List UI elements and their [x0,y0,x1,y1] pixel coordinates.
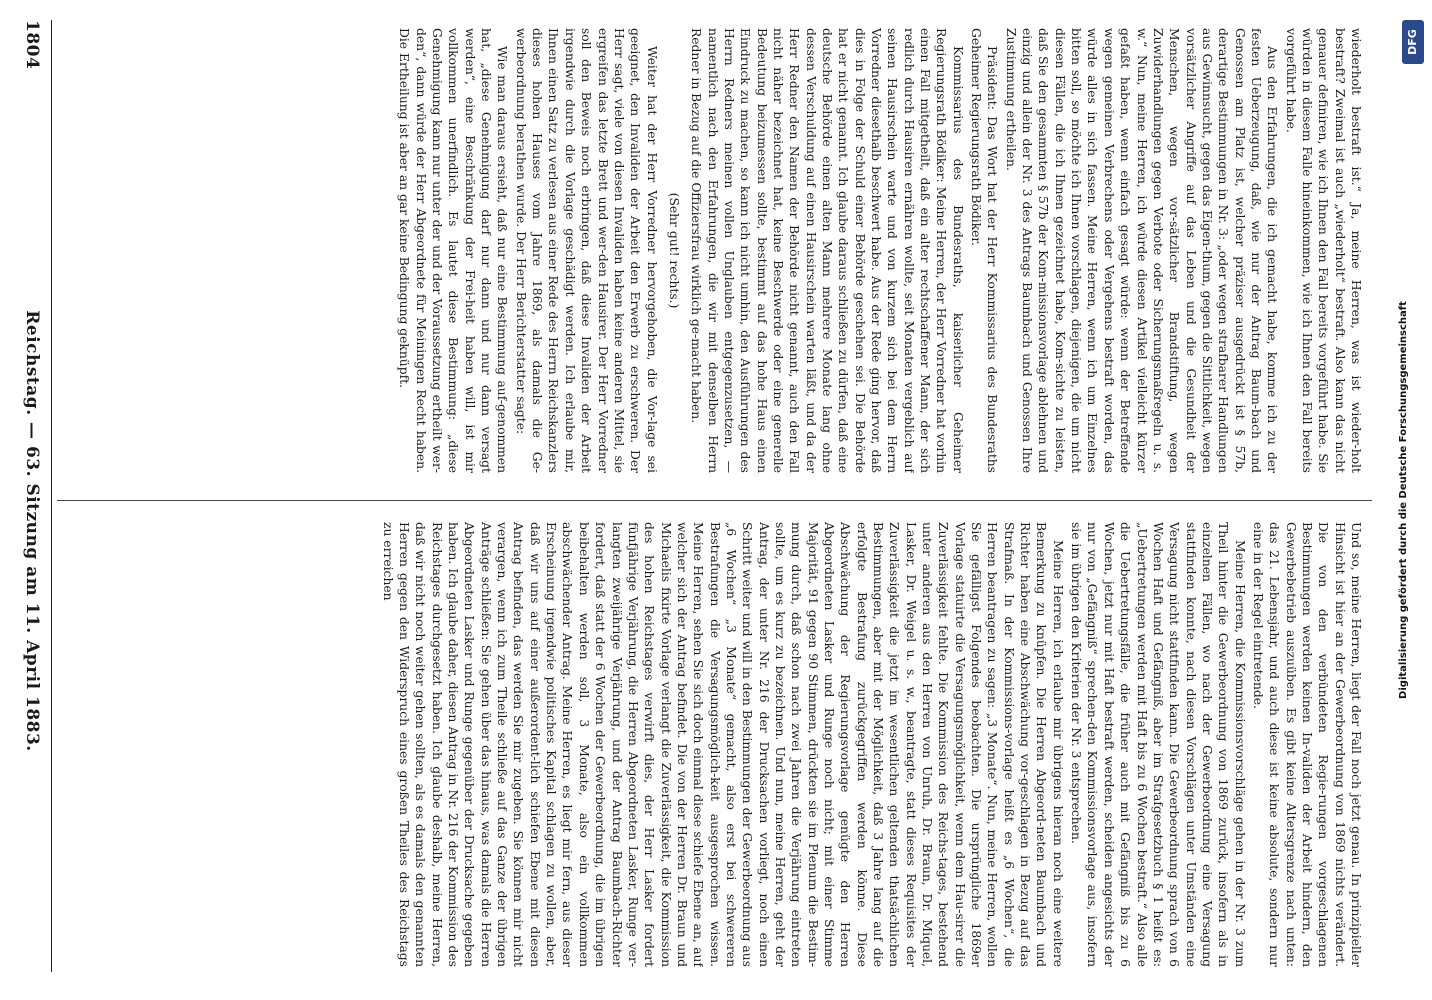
digitization-attribution [1394,70,1430,930]
paragraph: Aus den Erfahrungen, die ich gemacht habe, komme ich zu der festen Ueberzeugung, daß, wie nur der Antrag Baum-bach und Genossen am Platz ist, welcher präziser ausgedrückt ist § 57b, derartige Bestimmungen in Nr. 3: „oder wegen strafbarer Handlungen aus Gewinnsucht, gegen das Eigen-thum, gegen die Sittlichkeit, wegen vorsätzlicher Angriffe auf das Leben und die Gesundheit der Menschen, wegen vor-sätzlicher Brandstiftung, wegen Zuwiderhandlungen gegen Verbote oder Sicherungsmaßregeln u. s. w.“ Nun, meine Herren, ich würde diesen Artikel vielleicht kürzer gefaßt haben, wenn einfach gesagt würde: wenn der Betreffende wegen gemeinen Verbrechens oder Vergehens bestraft worden, das würde alles in sich fassen. Meine Herren, wenn ich um Einzelnes bitten soll, so möchte ich Ihnen vorschlagen, diejenigen, die um nicht diesen Fällen, die ich Ihnen gezeichnet habe, Kom-sichte zu leisten, daß Sie den gesammten § 57b der Kom-missionsvorlage ablehnen und einzig und allein der Nr. 3 des Antrags Baumbach und Genossen Ihre Zustimmung ertheilen. [1003,28,1280,473]
paragraph: Und so, meine Herren, liegt der Fall noch jetzt genau. In prinzipieller Hinsicht ist hier an der Gewerbeordnung von 1869 nichts verändert. Die von den verbündeten Regie-rungen vorgeschlagenen Bestimmungen werden keinen In-validen der Arbeit hindern, den Gewerbebetrieb auszuüben. Es gibt keine Altersgrenze nach unten: das 21. Lebensjahr, und auch diese ist keine absolute, sondern nur eine in der Regel eintretende. [1250,522,1363,967]
page-number: 1804 [22,20,42,70]
dfg-logo-icon [1402,20,1424,64]
attribution-text: Digitalisierung gefördert durch die Deutsche Forschungsgemeinschaft [1398,301,1409,699]
column-divider [57,500,1372,501]
paragraph: Meine Herren, ich erlaube mir übrigens hieran noch eine weitere Bemerkung zu knüpfen. Die Herren Abgeord-neten Baumbach und Richter haben eine Abschwächung vor-geschlagen in Bezug auf das Strafmaß. In der Kommissions-vorlage heißt es „6 Wochen“, die Herren beantragen zu sagen: „3 Monate“. Nun, meine Herren, wollen Sie gefälligst Folgendes beobachten. Die ursprüngliche 1869er Vorlage statuirte die Versagungsmöglichkeit, wenn dem Hau-sirer die Zuverlässigkeit fehlte. Die Kommission des Reichs-tages, bestehend unter anderen aus den Herren von Unruh, Dr. Braun, Dr. Miquel, Lasker, Dr. Weigel u. s. w., beantragte, statt dieses Requisites der Zuverlässigkeit die jetzt im wesentlichen geltenden thatsächlichen Bestimmungen, aber mit der Möglichkeit, daß 3 Jahre lang auf die erfolgte Bestrafung zurückgegriffen werden könne. Diese Abschwächung der Regierungsvorlage genügte den Herren Abgeordneten Lasker und Runge noch nicht; mit einer Stimme Majorität, 91 gegen 90 Stimmen, drückten sie im Plenum die Bestim-mung durch, daß schon nach zwei Jahren die Verjährung eintreten sollte, um es kurz zu bezeichnen. Und nun, meine Herren, geht der Antrag, der unter Nr. 216 der Drucksachen vorliegt, noch einen Schritt weiter und will in den Bestimmungen der Gewerbeordnung aus „6 Wochen“ „3 Monate“ gemacht, also erst bei schwereren Bestrafungen die Versagungsmöglich-keit ausgesprochen wissen. Meine Herren, sehen Sie sich doch einmal diese schiefe Ebene an, auf welcher sich der Antrag befindet. Die von der Herren Dr. Braun und Michaelis fixirte Vorlage verlangt die Zuverlässigkeit, die Kommission des hohen Reichstages verwirft dies, der Herr Lasker fordert fünfjährige Verjährung, die Herren Abgeordneten Lasker, Runge ver-langten zweijährige Verjährung, und der Antrag Baumbach-Richter fordert, daß statt der 6 Wochen der Gewerbeordnung, die im übrigen beibehalten werden soll, 3 Monate, also ein vollkommen abschwächender Antrag. Meine Herren, es liegt mir fern, aus dieser Erscheinung irgendwie politisches Kapital schlagen zu wollen, aber, daß wir uns auf einer außerordent-lich schiefen Ebene mit diesen Antrag befinden, das werden Sie mir zugeben. Sie können mir nicht verargen, wenn ich zum Theile schließe auf das Ganze der übrigen Anträge schließen: Sie gehen über das hinaus, was damals die Herren Abgeordneten Lasker und Runge gegenüber der Drucksache gegeben haben. Ich glaube daher, diesen Antrag in Nr. 216 der Kommission des Reichstages durchgesetzt haben. Ich glaube deshalb, meine Herren, daß wir nicht noch weiter gehen sollten, als es damals den genannten Herren gegen den Widerspruch eines großen Theiles des Reichstags zu erreichen [380,522,1065,967]
right-column [59,522,1364,967]
paragraph: Wie man daraus ersieht, daß nur eine Bestimmung auf-genommen hat, „diese Genehmigung darf nur dann und nur dann versagt werden“, eine Beschränkung der Frei-heit haben will, ist mir vollkommen unerfindlich. Es lautet diese Bestimmung: „diese Genehmigung kann nur unter der und der Voraussetzung ertheilt wer-den“, dann würde der Herr Abgeordnete für Meiningen Recht haben. Die Ertheilung ist aber an gar keine Bedingung geknüpft. [397,28,510,473]
paragraph: Kommissarius des Bundesraths, kaiserlicher Geheimer Regierungsrath Bödiker: Meine Herren, der Herr Vorredner hat vorhin einen Fall mitgetheilt, daß ein alter rechtschaffener Mann, der sich redlich durch Hausiren ernähren wollte, seit Monaten vergeblich auf seinen Hausirschein warte und von kurzem sich bei dem Herrn Vorredner diesethalb beschwert habe. Aus der Rede ging hervor, daß dies in Folge der Schuld einer Behörde geschehen sei. Die Behörde hat er nicht genannt. Ich glaube daraus schließen zu dürfen, daß eine deutsche Behörde einen alten Mann mehrere Monate lang ohne dessen Verschuldung auf einen Hausirschein warten läßt, und da der Herr Redner den Namen der Behörde nicht genannt, auch den Fall nicht näher bezeichnet hat, keine Beschwerde oder eine generelle Bedeutung beizumessen sollte, bestimmt auf das hohe Haus einen Eindruck zu machen, so kann ich nicht umhin, den Ausführungen des Herrn Redners meinen vollen Unglauben entgegenzusetzen, — namentlich nach den Erfahrungen, die wir mit denselben Herrn Redner in Bezug auf die Offiziersfrau wirklich ge-macht haben. [689,28,965,473]
paragraph: Weiter hat der Herr Vorredner hervorgehoben, die Vor-lage sei geeignet, den Invaliden der Arbeit den Erwerb zu erschweren. Der Herr sagt, viele von diesen Invaliden haben keine anderen Mittel, sie ergreifen das letzte Brett und wer-den Hausirer. Der Herr Vorredner soll den Beweis noch erbringen, daß diese Invaliden der Arbeit irgendwie durch die Vorlage geschädigt werden. Ich erlaube mir, Ihnen einen Satz zu verlesen aus einer Rede des Herrn Reichskanzlers dieses hohen Hauses vom Jahre 1869, als damals die Ge-werbeordnung berathen wurde. Der Herr Berichterstatter sagte: [513,28,659,473]
paragraph: wiederholt bestraft ist.“ Ja, meine Herren, was ist wieder-holt bestraft? Zweimal ist auch „wiederholt“ bestraft. Also kann das nicht genauer definiren, wie ich Ihnen den Fall bereits vorgeführt habe. Sie würden in diesem Falle hineinkommen, wie ich Ihnen den Fall bereits vorgeführt habe. [1283,28,1363,473]
header-rule [51,20,52,972]
running-title: Reichstag. — 63. Sitzung am 11. April 1883. [22,310,42,752]
paragraph: Meine Herren, die Kommissionsvorschläge gehen in der Nr. 3 zum Theil hinter die Gewerbeordnung von 1869 zurück, insofern als in einzelnen Fällen, wo nach der Gewerbeordnung eine Versagung stattfinden konnte, nach diesen Vorschlägen unter Umständen eine Versagung nicht stattfinden kann. Die Gewerbeordnung sprach von 6 Wochen Haft und Gefängniß, aber im Strafgesetzbuch § 1 heißt es: „Uebertretungen werden mit Haft bis zu 6 Wochen bestraft.“ Also alle die Uebertretungsfälle, die früher auch mit Gefängniß bis zu 6 Wochen, jetzt nur mit Haft bestraft werden, scheiden angesichts der nur von „Gefängniß“ sprechen-den Kommissionsvorlage aus, insofern sie im übrigen den Kriterien der Nr. 3 entsprechen. [1069,522,1247,967]
left-column [59,28,1364,473]
dfg-logo-text: DFG [1406,29,1419,55]
paragraph: Präsident: Das Wort hat der Herr Kommissarius des Bundesraths Geheimer Regierungsrath Bödiker. [969,28,1000,473]
interjection: (Sehr gut! rechts.) [666,192,681,309]
page-header [18,20,42,972]
